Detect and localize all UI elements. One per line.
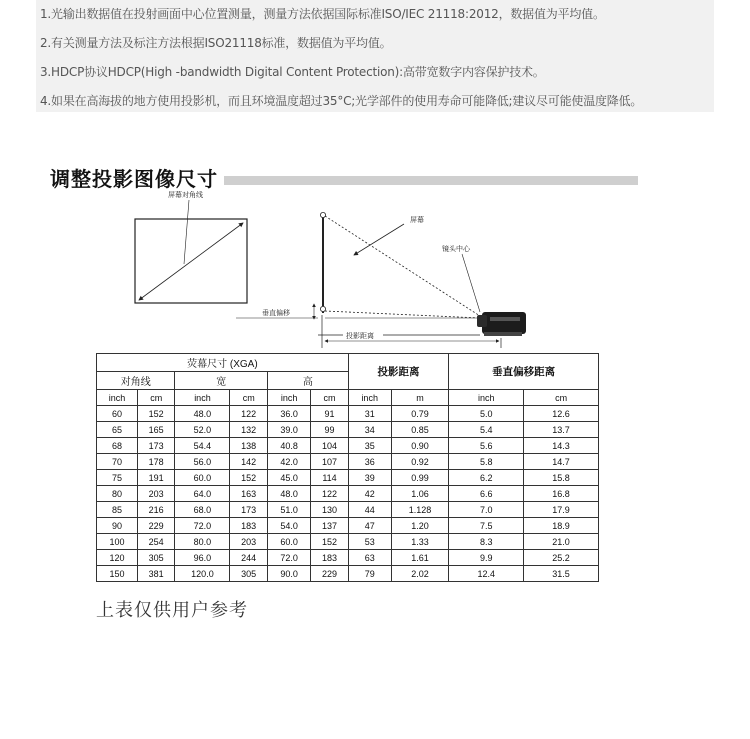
table-cell: 216 — [137, 502, 174, 518]
projection-ray-top — [325, 216, 480, 316]
table-cell: 80 — [97, 486, 138, 502]
table-cell: 132 — [230, 422, 267, 438]
table-cell: 48.0 — [267, 486, 310, 502]
table-cell: 14.7 — [524, 454, 599, 470]
table-cell: 42.0 — [267, 454, 310, 470]
screen-size-header: 荧幕尺寸 (XGA) — [97, 354, 349, 372]
table-cell: 142 — [230, 454, 267, 470]
table-cell: 163 — [230, 486, 267, 502]
table-cell: 56.0 — [175, 454, 230, 470]
table-body — [97, 406, 599, 582]
table-cell: 137 — [311, 518, 348, 534]
unit-cell: cm — [230, 390, 267, 406]
table-cell: 0.99 — [391, 470, 449, 486]
table-cell: 63 — [348, 550, 391, 566]
table-cell: 7.0 — [449, 502, 524, 518]
table-cell: 130 — [311, 502, 348, 518]
note-3: 3.HDCP协议HDCP(High -bandwidth Digital Content Protection):高带宽数字内容保护技术。 — [40, 65, 545, 79]
table-cell: 0.90 — [391, 438, 449, 454]
table-cell: 1.61 — [391, 550, 449, 566]
table-cell: 152 — [311, 534, 348, 550]
table-cell: 12.6 — [524, 406, 599, 422]
table-cell: 35 — [348, 438, 391, 454]
screen-top-point — [320, 212, 325, 217]
note-4: 4.如果在高海拔的地方使用投影机，而且环境温度超过35°C;光学部件的使用寿命可能降低;建议尽可能使温度降低。 — [40, 94, 643, 108]
table-cell: 114 — [311, 470, 348, 486]
table-cell: 152 — [137, 406, 174, 422]
table-cell: 42 — [348, 486, 391, 502]
table-cell: 104 — [311, 438, 348, 454]
table-cell: 254 — [137, 534, 174, 550]
unit-cell: inch — [449, 390, 524, 406]
table-cell: 15.8 — [524, 470, 599, 486]
projector-icon — [477, 312, 526, 336]
note-1: 1.光输出数据值在投射画面中心位置测量，测量方法依据国际标准ISO/IEC 21118:2012，数据值为平均值。 — [40, 7, 605, 21]
table-row — [97, 454, 599, 470]
table-cell: 122 — [230, 406, 267, 422]
screen-label: 屏幕 — [410, 216, 424, 224]
table-cell: 75 — [97, 470, 138, 486]
table-cell: 191 — [137, 470, 174, 486]
table-cell: 68.0 — [175, 502, 230, 518]
projection-diagram — [96, 188, 536, 348]
table-cell: 244 — [230, 550, 267, 566]
table-cell: 138 — [230, 438, 267, 454]
table-cell: 183 — [311, 550, 348, 566]
table-row — [97, 550, 599, 566]
table-cell: 39 — [348, 470, 391, 486]
table-cell: 305 — [230, 566, 267, 582]
table-cell: 34 — [348, 422, 391, 438]
width-header: 宽 — [175, 372, 268, 390]
table-cell: 13.7 — [524, 422, 599, 438]
projection-distance-label: 投影距离 — [346, 332, 374, 340]
table-cell: 120.0 — [175, 566, 230, 582]
section-title: 调整投影图像尺寸 — [50, 167, 218, 191]
table-cell: 229 — [137, 518, 174, 534]
footnote: 上表仅供用户参考 — [96, 600, 248, 621]
table-cell: 68 — [97, 438, 138, 454]
table-row — [97, 518, 599, 534]
units-row — [97, 390, 599, 406]
table-cell: 100 — [97, 534, 138, 550]
table-cell: 48.0 — [175, 406, 230, 422]
screen-diagonal-label: 屏幕对角线 — [168, 191, 203, 199]
table-cell: 18.9 — [524, 518, 599, 534]
table-cell: 60.0 — [267, 534, 310, 550]
lens-center-leader — [462, 254, 480, 312]
table-cell: 47 — [348, 518, 391, 534]
table-cell: 96.0 — [175, 550, 230, 566]
note-2: 2.有关测量方法及标注方法根据ISO21118标准，数据值为平均值。 — [40, 36, 392, 50]
table-row — [97, 406, 599, 422]
table-cell: 0.92 — [391, 454, 449, 470]
table-cell: 178 — [137, 454, 174, 470]
diagonal-header: 对角线 — [97, 372, 175, 390]
table-cell: 381 — [137, 566, 174, 582]
table-cell: 51.0 — [267, 502, 310, 518]
table-cell: 54.0 — [267, 518, 310, 534]
table-cell: 79 — [348, 566, 391, 582]
table-cell: 64.0 — [175, 486, 230, 502]
table-cell: 90.0 — [267, 566, 310, 582]
table-cell: 150 — [97, 566, 138, 582]
table-cell: 85 — [97, 502, 138, 518]
unit-cell: m — [391, 390, 449, 406]
table-cell: 173 — [137, 438, 174, 454]
table-cell: 5.6 — [449, 438, 524, 454]
table-cell: 16.8 — [524, 486, 599, 502]
notes-panel — [36, 0, 714, 112]
table-row — [97, 566, 599, 582]
table-cell: 2.02 — [391, 566, 449, 582]
table-cell: 21.0 — [524, 534, 599, 550]
table-cell: 203 — [137, 486, 174, 502]
table-cell: 122 — [311, 486, 348, 502]
table-cell: 9.9 — [449, 550, 524, 566]
table-cell: 44 — [348, 502, 391, 518]
table-cell: 14.3 — [524, 438, 599, 454]
table-cell: 17.9 — [524, 502, 599, 518]
screen-label-leader — [354, 224, 404, 255]
unit-cell: inch — [348, 390, 391, 406]
table-cell: 99 — [311, 422, 348, 438]
table-cell: 72.0 — [267, 550, 310, 566]
table-cell: 173 — [230, 502, 267, 518]
vertical-offset-label: 垂直偏移 — [262, 309, 290, 317]
table-cell: 203 — [230, 534, 267, 550]
table-row — [97, 438, 599, 454]
table-cell: 107 — [311, 454, 348, 470]
table-cell: 31 — [348, 406, 391, 422]
unit-cell: inch — [175, 390, 230, 406]
table-cell: 31.5 — [524, 566, 599, 582]
projection-distance-header: 投影距离 — [348, 354, 449, 390]
table-cell: 39.0 — [267, 422, 310, 438]
table-cell: 229 — [311, 566, 348, 582]
table-cell: 91 — [311, 406, 348, 422]
table-row — [97, 470, 599, 486]
table-row — [97, 534, 599, 550]
table-cell: 5.4 — [449, 422, 524, 438]
unit-cell: inch — [97, 390, 138, 406]
table-cell: 305 — [137, 550, 174, 566]
table-cell: 40.8 — [267, 438, 310, 454]
table-cell: 1.33 — [391, 534, 449, 550]
projection-size-table — [96, 353, 599, 582]
table-cell: 1.128 — [391, 502, 449, 518]
table-cell: 165 — [137, 422, 174, 438]
table-cell: 65 — [97, 422, 138, 438]
table-cell: 8.3 — [449, 534, 524, 550]
table-cell: 60 — [97, 406, 138, 422]
table-cell: 60.0 — [175, 470, 230, 486]
table-cell: 6.6 — [449, 486, 524, 502]
unit-cell: cm — [311, 390, 348, 406]
table-cell: 70 — [97, 454, 138, 470]
table-cell: 120 — [97, 550, 138, 566]
unit-cell: inch — [267, 390, 310, 406]
table-cell: 7.5 — [449, 518, 524, 534]
table-cell: 6.2 — [449, 470, 524, 486]
table-row — [97, 486, 599, 502]
unit-cell: cm — [524, 390, 599, 406]
table-cell: 80.0 — [175, 534, 230, 550]
table-cell: 0.79 — [391, 406, 449, 422]
table-cell: 36 — [348, 454, 391, 470]
table-cell: 1.20 — [391, 518, 449, 534]
table-cell: 52.0 — [175, 422, 230, 438]
table-cell: 152 — [230, 470, 267, 486]
table-cell: 0.85 — [391, 422, 449, 438]
table-cell: 72.0 — [175, 518, 230, 534]
height-header: 高 — [267, 372, 348, 390]
title-underline-bar — [224, 176, 638, 185]
projection-ray-bottom — [325, 311, 480, 318]
table-cell: 12.4 — [449, 566, 524, 582]
table-cell: 53 — [348, 534, 391, 550]
table-cell: 90 — [97, 518, 138, 534]
table-cell: 45.0 — [267, 470, 310, 486]
table-cell: 183 — [230, 518, 267, 534]
table-cell: 25.2 — [524, 550, 599, 566]
unit-cell: cm — [137, 390, 174, 406]
table-cell: 36.0 — [267, 406, 310, 422]
screen-bottom-point — [320, 306, 325, 311]
table-cell: 54.4 — [175, 438, 230, 454]
vertical-offset-header: 垂直偏移距离 — [449, 354, 599, 390]
lens-center-label: 镜头中心 — [442, 245, 470, 253]
table-cell: 1.06 — [391, 486, 449, 502]
table-cell: 5.0 — [449, 406, 524, 422]
table-row — [97, 422, 599, 438]
table-row — [97, 502, 599, 518]
table-cell: 5.8 — [449, 454, 524, 470]
